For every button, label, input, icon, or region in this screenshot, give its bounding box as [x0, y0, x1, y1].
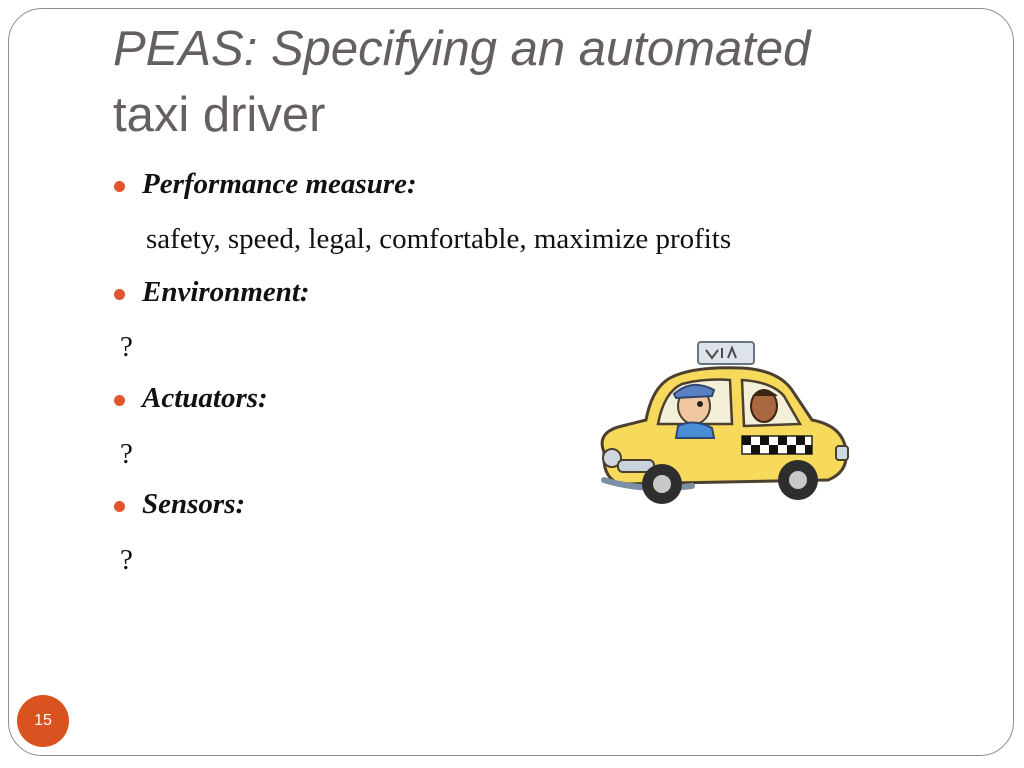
bullet-dot-icon [114, 181, 125, 192]
taxi-cartoon-icon [582, 334, 858, 518]
sensors-value: ? [120, 544, 133, 576]
bullet-label: Performance measure: [142, 168, 417, 200]
bullet-label: Actuators: [142, 382, 268, 414]
actuators-value: ? [120, 438, 133, 470]
bullet-dot-icon [114, 501, 125, 512]
bullet-label: Sensors: [142, 488, 246, 520]
bullet-dot-icon [114, 395, 125, 406]
bullet-dot-icon [114, 289, 125, 300]
bullet-label: Environment: [142, 276, 310, 308]
performance-measure-value: safety, speed, legal, comfortable, maximize profits [146, 223, 732, 255]
slide-title-line-1: PEAS: Specifying an automated [113, 22, 811, 76]
slide-title-line-2: taxi driver [113, 88, 326, 142]
slide-title [113, 16, 953, 148]
environment-value: ? [120, 331, 133, 363]
page-number-badge: 15 [17, 695, 69, 747]
